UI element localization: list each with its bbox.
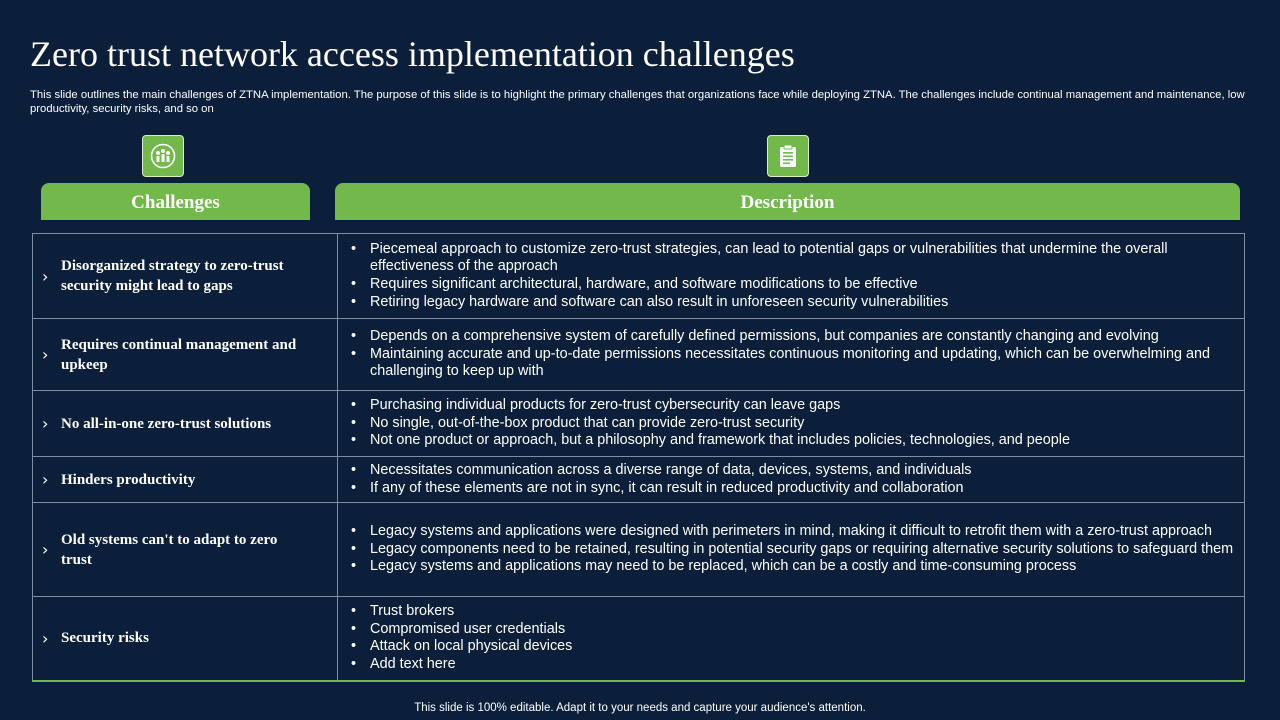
table-row (33, 234, 1245, 319)
description-point: • Legacy systems and applications were designed with perimeters in mind, making it difficult to retrofit them with a zero-trust approach (370, 523, 1234, 541)
table-row (33, 457, 1245, 503)
description-icon-box (767, 135, 809, 177)
table-row (33, 319, 1245, 391)
challenge-cell (33, 391, 338, 457)
chevron-right-icon: › (42, 628, 49, 648)
description-point: • Trust brokers (370, 603, 1234, 621)
description-point: • Legacy components need to be retained, resulting in potential security gaps or requiring alternative security solutions to safeguard them (370, 541, 1234, 559)
table-row (33, 391, 1245, 457)
description-point: • Necessitates communication across a diverse range of data, devices, systems, and individuals (370, 462, 1234, 480)
description-point: • Add text here (370, 656, 1234, 674)
description-point: • Retiring legacy hardware and software can also result in unforeseen security vulnerabilities (370, 294, 1234, 312)
description-header: Description (335, 183, 1240, 220)
challenge-label: Disorganized strategy to zero-trust security might lead to gaps (61, 258, 284, 294)
challenges-header: Challenges (41, 183, 310, 220)
challenge-label: Hinders productivity (61, 471, 196, 488)
description-list (338, 328, 1244, 381)
page-subtitle: This slide outlines the main challenges of ZTNA implementation. The purpose of this slide is to highlight the primary challenges that organizations face while deploying ZTNA. The challenges include continual management and maintenance, low productivity, security risks, and so on (30, 89, 1245, 115)
description-point: • Depends on a comprehensive system of carefully defined permissions, but companies are constantly changing and evolving (370, 328, 1234, 346)
description-list (338, 603, 1244, 673)
description-list (338, 462, 1244, 497)
chevron-right-icon: › (42, 540, 49, 559)
description-point: • Requires significant architectural, hardware, and software modifications to be effective (370, 276, 1234, 294)
challenge-label: No all-in-one zero-trust solutions (61, 415, 272, 432)
challenge-cell (33, 503, 338, 597)
challenge-label: Requires continual management and upkeep (61, 336, 297, 373)
description-point: • Not one product or approach, but a philosophy and framework that includes policies, technologies, and people (370, 432, 1234, 450)
description-point: • No single, out-of-the-box product that can provide zero-trust security (370, 415, 1234, 433)
challenges-table (32, 233, 1245, 682)
description-cell (338, 391, 1245, 457)
challenge-label: Old systems can't to adapt to zero trust (61, 531, 278, 568)
description-point: • Purchasing individual products for zero-trust cybersecurity can leave gaps (370, 397, 1234, 415)
chevron-right-icon: › (42, 470, 49, 489)
description-point: • Maintaining accurate and up-to-date permissions necessitates continuous monitoring and updating, which can be overwhelming and challenging to keep up with (370, 346, 1234, 381)
description-cell (338, 597, 1245, 681)
description-cell (338, 319, 1245, 391)
description-point: • Piecemeal approach to customize zero-trust strategies, can lead to potential gaps or vulnerabilities that undermine the overall effectiveness of the approach (370, 241, 1234, 276)
challenges-icon-box (142, 135, 184, 177)
description-point: • Attack on local physical devices (370, 638, 1234, 656)
description-point: • Compromised user credentials (370, 621, 1234, 639)
challenge-cell (33, 319, 338, 391)
description-list (338, 523, 1244, 576)
description-cell (338, 457, 1245, 503)
challenge-cell (33, 457, 338, 503)
people-growth-icon (150, 143, 176, 169)
challenge-cell (33, 597, 338, 681)
table-row (33, 503, 1245, 597)
page-title: Zero trust network access implementation challenges (30, 34, 795, 74)
description-cell (338, 234, 1245, 319)
description-point: • Legacy systems and applications may need to be replaced, which can be a costly and time-consuming process (370, 558, 1234, 576)
description-list (338, 241, 1244, 311)
chevron-right-icon: › (42, 266, 49, 286)
description-cell (338, 503, 1245, 597)
challenge-cell (33, 234, 338, 319)
description-list (338, 397, 1244, 450)
clipboard-icon (775, 143, 801, 169)
footer-note: This slide is 100% editable. Adapt it to your needs and capture your audience's attention. (414, 702, 866, 714)
chevron-right-icon: › (42, 414, 49, 433)
challenge-label: Security risks (61, 630, 149, 647)
chevron-right-icon: › (42, 345, 49, 364)
table-row (33, 597, 1245, 681)
description-point: • If any of these elements are not in sync, it can result in reduced productivity and collaboration (370, 480, 1234, 498)
